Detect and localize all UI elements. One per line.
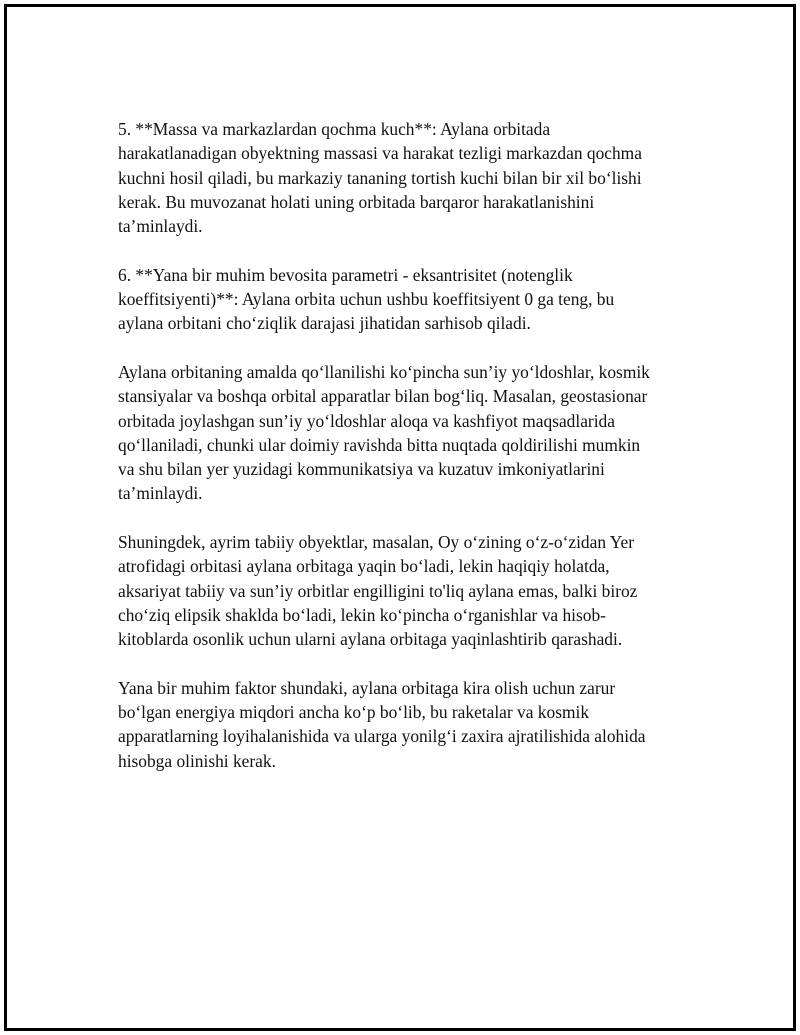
document-body — [118, 117, 693, 797]
paragraph-natural-objects: Shuningdek, ayrim tabiiy obyektlar, masalan, Oy o‘zining o‘z-o‘zidan Yer atrofidagi orbitasi aylana orbitaga yaqin bo‘ladi, lekin haqiqiy holatda, aksariyat tabiiy va sun’iy orbitlar engilligini to'liq aylana emas, balki biroz cho‘ziq elipsik shaklda bo‘ladi, lekin ko‘pincha o‘rganishlar va hisob- kitoblarda osonlik uchun ularni aylana orbitaga yaqinlashtirib qarashadi. — [118, 532, 638, 650]
paragraph-practical-applications: Aylana orbitaning amalda qo‘llanilishi ko‘pincha sun’iy yo‘ldoshlar, kosmik stansiyalar va boshqa orbital apparatlar bilan bog‘liq. Masalan, geostasionar orbitada joylashgan sun’iy yo‘ldoshlar aloqa va kashfiyot maqsadlarida qo‘llaniladi, chunki ular doimiy ravishda bitta nuqtada qoldirilishi mumkin va shu bilan yer yuzidagi kommunikatsiya va kuzatuv imkoniyatlarini ta’minlaydi. — [118, 361, 650, 504]
paragraph-eccentricity: 6. **Yana bir muhim bevosita parametri - eksantrisitet (notenglik koeffitsiyenti)**: Aylana orbita uchun ushbu koeffitsiyent 0 ga teng, bu aylana orbitani cho‘ziqlik darajasi jihatidan sarhisob qiladi. — [118, 264, 615, 334]
paragraph-energy-factor: Yana bir muhim faktor shundaki, aylana orbitaga kira olish uchun zarur bo‘lgan energiya miqdori ancha ko‘p bo‘lib, bu raketalar va kosmik apparatlarning loyihalanishida va ularga yonilg‘i zaxira ajratilishida alohida hisobga olinishi kerak. — [118, 677, 646, 771]
paragraph-mass-centrifugal-force: 5. **Massa va markazlardan qochma kuch**: Aylana orbitada harakatlanadigan obyektning massasi va harakat tezligi markazdan qochma kuchni hosil qiladi, bu markaziy tananing tortish kuchi bilan bir xil bo‘lishi kerak. Bu muvozanat holati uning orbitada barqaror harakatlanishini ta’minlaydi. — [118, 119, 642, 237]
